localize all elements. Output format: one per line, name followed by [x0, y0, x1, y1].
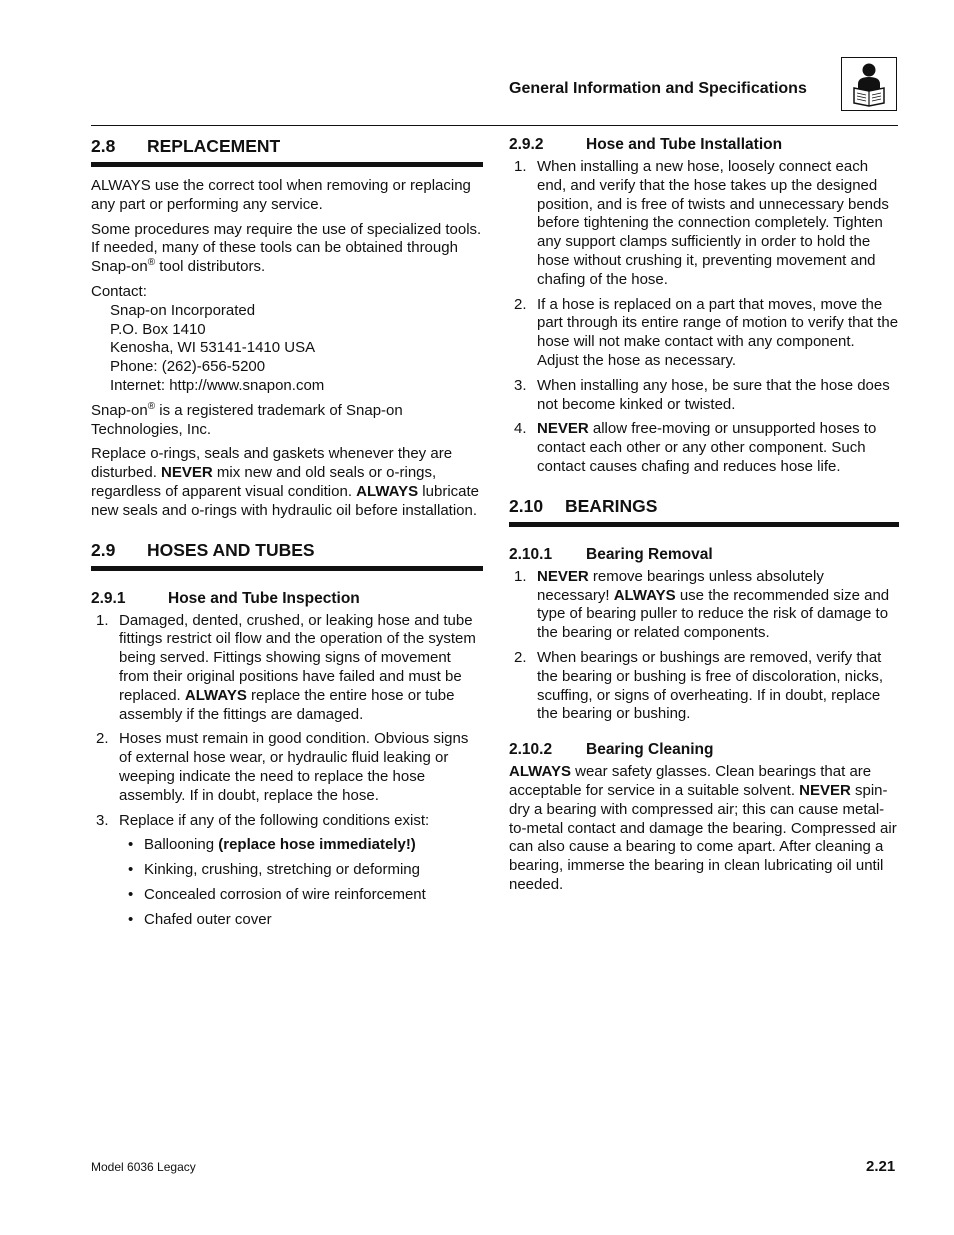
subsection-heading-hose-installation: 2.9.2 Hose and Tube Installation [509, 136, 783, 153]
paragraph: Replace o-rings, seals and gaskets whenever they are disturbed. NEVER mix new and old seals or o-rings, regardless of apparent visual condition. ALWAYS lubricate new seals and o-rings with hydraulic oil before installation. [91, 445, 480, 519]
section-rule [509, 522, 899, 527]
contact-label: Contact: [91, 282, 147, 300]
list-item: 1. Damaged, dented, crushed, or leaking hose and tube fittings restrict oil flow and the operation of the system being served. Fittings showing signs of movement from their original positions have failed and must be replaced. ALWAYS replace the entire hose or tube assembly if the fittings are damaged. [96, 611, 476, 723]
right-column [509, 135, 899, 901]
subsection-heading-bearing-removal: 2.10.1 Bearing Removal [509, 545, 713, 563]
contact-line-website: Internet: http://www.snapon.com [110, 376, 325, 394]
bullet-item: • Chafed outer cover [128, 911, 272, 929]
bullet-item: • Kinking, crushing, stretching or deforming [128, 861, 420, 879]
trademark-note: Snap-on® is a registered trademark of Snap-on Technologies, Inc. [91, 400, 403, 438]
section-heading-replacement: 2.8 REPLACEMENT [91, 136, 281, 156]
list-item: 3. When installing any hose, be sure that the hose does not become kinked or twisted. [514, 376, 890, 413]
page-number: 2.21 [866, 1158, 896, 1175]
installation-steps [509, 158, 899, 477]
section-heading-hoses-and-tubes: 2.9 HOSES AND TUBES [91, 539, 315, 560]
section-rule [91, 162, 483, 167]
contact-line: Snap-on Incorporated [110, 301, 256, 319]
list-item: 1. When installing a new hose, loosely connect each end, and verify that the hose takes up the designed position, and is free of twists and unnecessary bends before tightening the connection completely. Tighten any support clamps sufficiently in order to hold the hose without crushing it, preventing movement and chafing of the hose. [514, 158, 889, 288]
bullet-item: • Concealed corrosion of wire reinforcement [128, 886, 426, 904]
contact-block [91, 283, 483, 396]
paragraph: Some procedures may require the use of specialized tools. If needed, many of these tools can be obtained through Snap-on® tool distributors. [91, 220, 482, 276]
list-item: 2. Hoses must remain in good condition. Obvious signs of external hose wear, or hydraulic fluid leaking or weeping indicate the need to replace the hose assembly. If in doubt, replace the hose. [96, 730, 469, 804]
subsection-heading-hose-inspection: 2.9.1 Hose and Tube Inspection [91, 589, 360, 607]
header-divider [91, 125, 898, 126]
inspection-steps [91, 612, 483, 931]
list-item: 4. NEVER allow free-moving or unsupported hoses to contact each other or any other component. Such contact causes chafing and reduces hose life. [514, 420, 877, 475]
subsection-heading-bearing-cleaning: 2.10.2 Bearing Cleaning [509, 741, 714, 759]
left-column [91, 135, 483, 936]
bullet-item: • Ballooning (replace hose immediately!) [128, 836, 416, 854]
section-heading-bearings: 2.10 BEARINGS [509, 495, 658, 516]
footer-model: Model 6036 Legacy [91, 1160, 196, 1174]
paragraph: ALWAYS use the correct tool when removing or replacing any part or performing any service. [91, 177, 471, 213]
manual-reader-icon [841, 57, 897, 111]
list-item: 1. NEVER remove bearings unless absolutely necessary! ALWAYS use the recommended size and type of bearing puller to reduce the risk of damage to the bearing or related components. [514, 567, 890, 642]
removal-steps [509, 568, 899, 724]
condition-bullets [119, 836, 483, 930]
paragraph: ALWAYS wear safety glasses. Clean bearings that are acceptable for service in a suitable solvent. NEVER spin-dry a bearing with compressed air; this can cause metal-to-metal contact and damage the bearing. Compressed air can also cause a bearing to come apart. After cleaning a bearing, immerse the bearing in clean lubricating oil until needed. [509, 763, 897, 893]
list-item: 2. If a hose is replaced on a part that moves, move the part through its entire range of motion to verify that the hose will not make contact with any component. Adjust the hose as necessary. [514, 295, 899, 369]
contact-line: Phone: (262)-656-5200 [110, 358, 266, 376]
contact-line: P.O. Box 1410 [110, 320, 206, 338]
section-rule [91, 566, 483, 571]
contact-line: Kenosha, WI 53141-1410 USA [110, 339, 316, 357]
list-item: 2. When bearings or bushings are removed, verify that the bearing or bushing is free of discoloration, nicks, scuffing, or signs of overheating. If in doubt, replace the bearing or bushing. [514, 648, 884, 723]
page-header-title: General Information and Specifications [509, 80, 807, 97]
list-item: 3. Replace if any of the following conditions exist: • Ballooning (replace hose immediately!) • Kinking, crushing, stretching or deforming • Concealed corrosion of wire reinforcement • Chafed outer cover [91, 812, 483, 931]
